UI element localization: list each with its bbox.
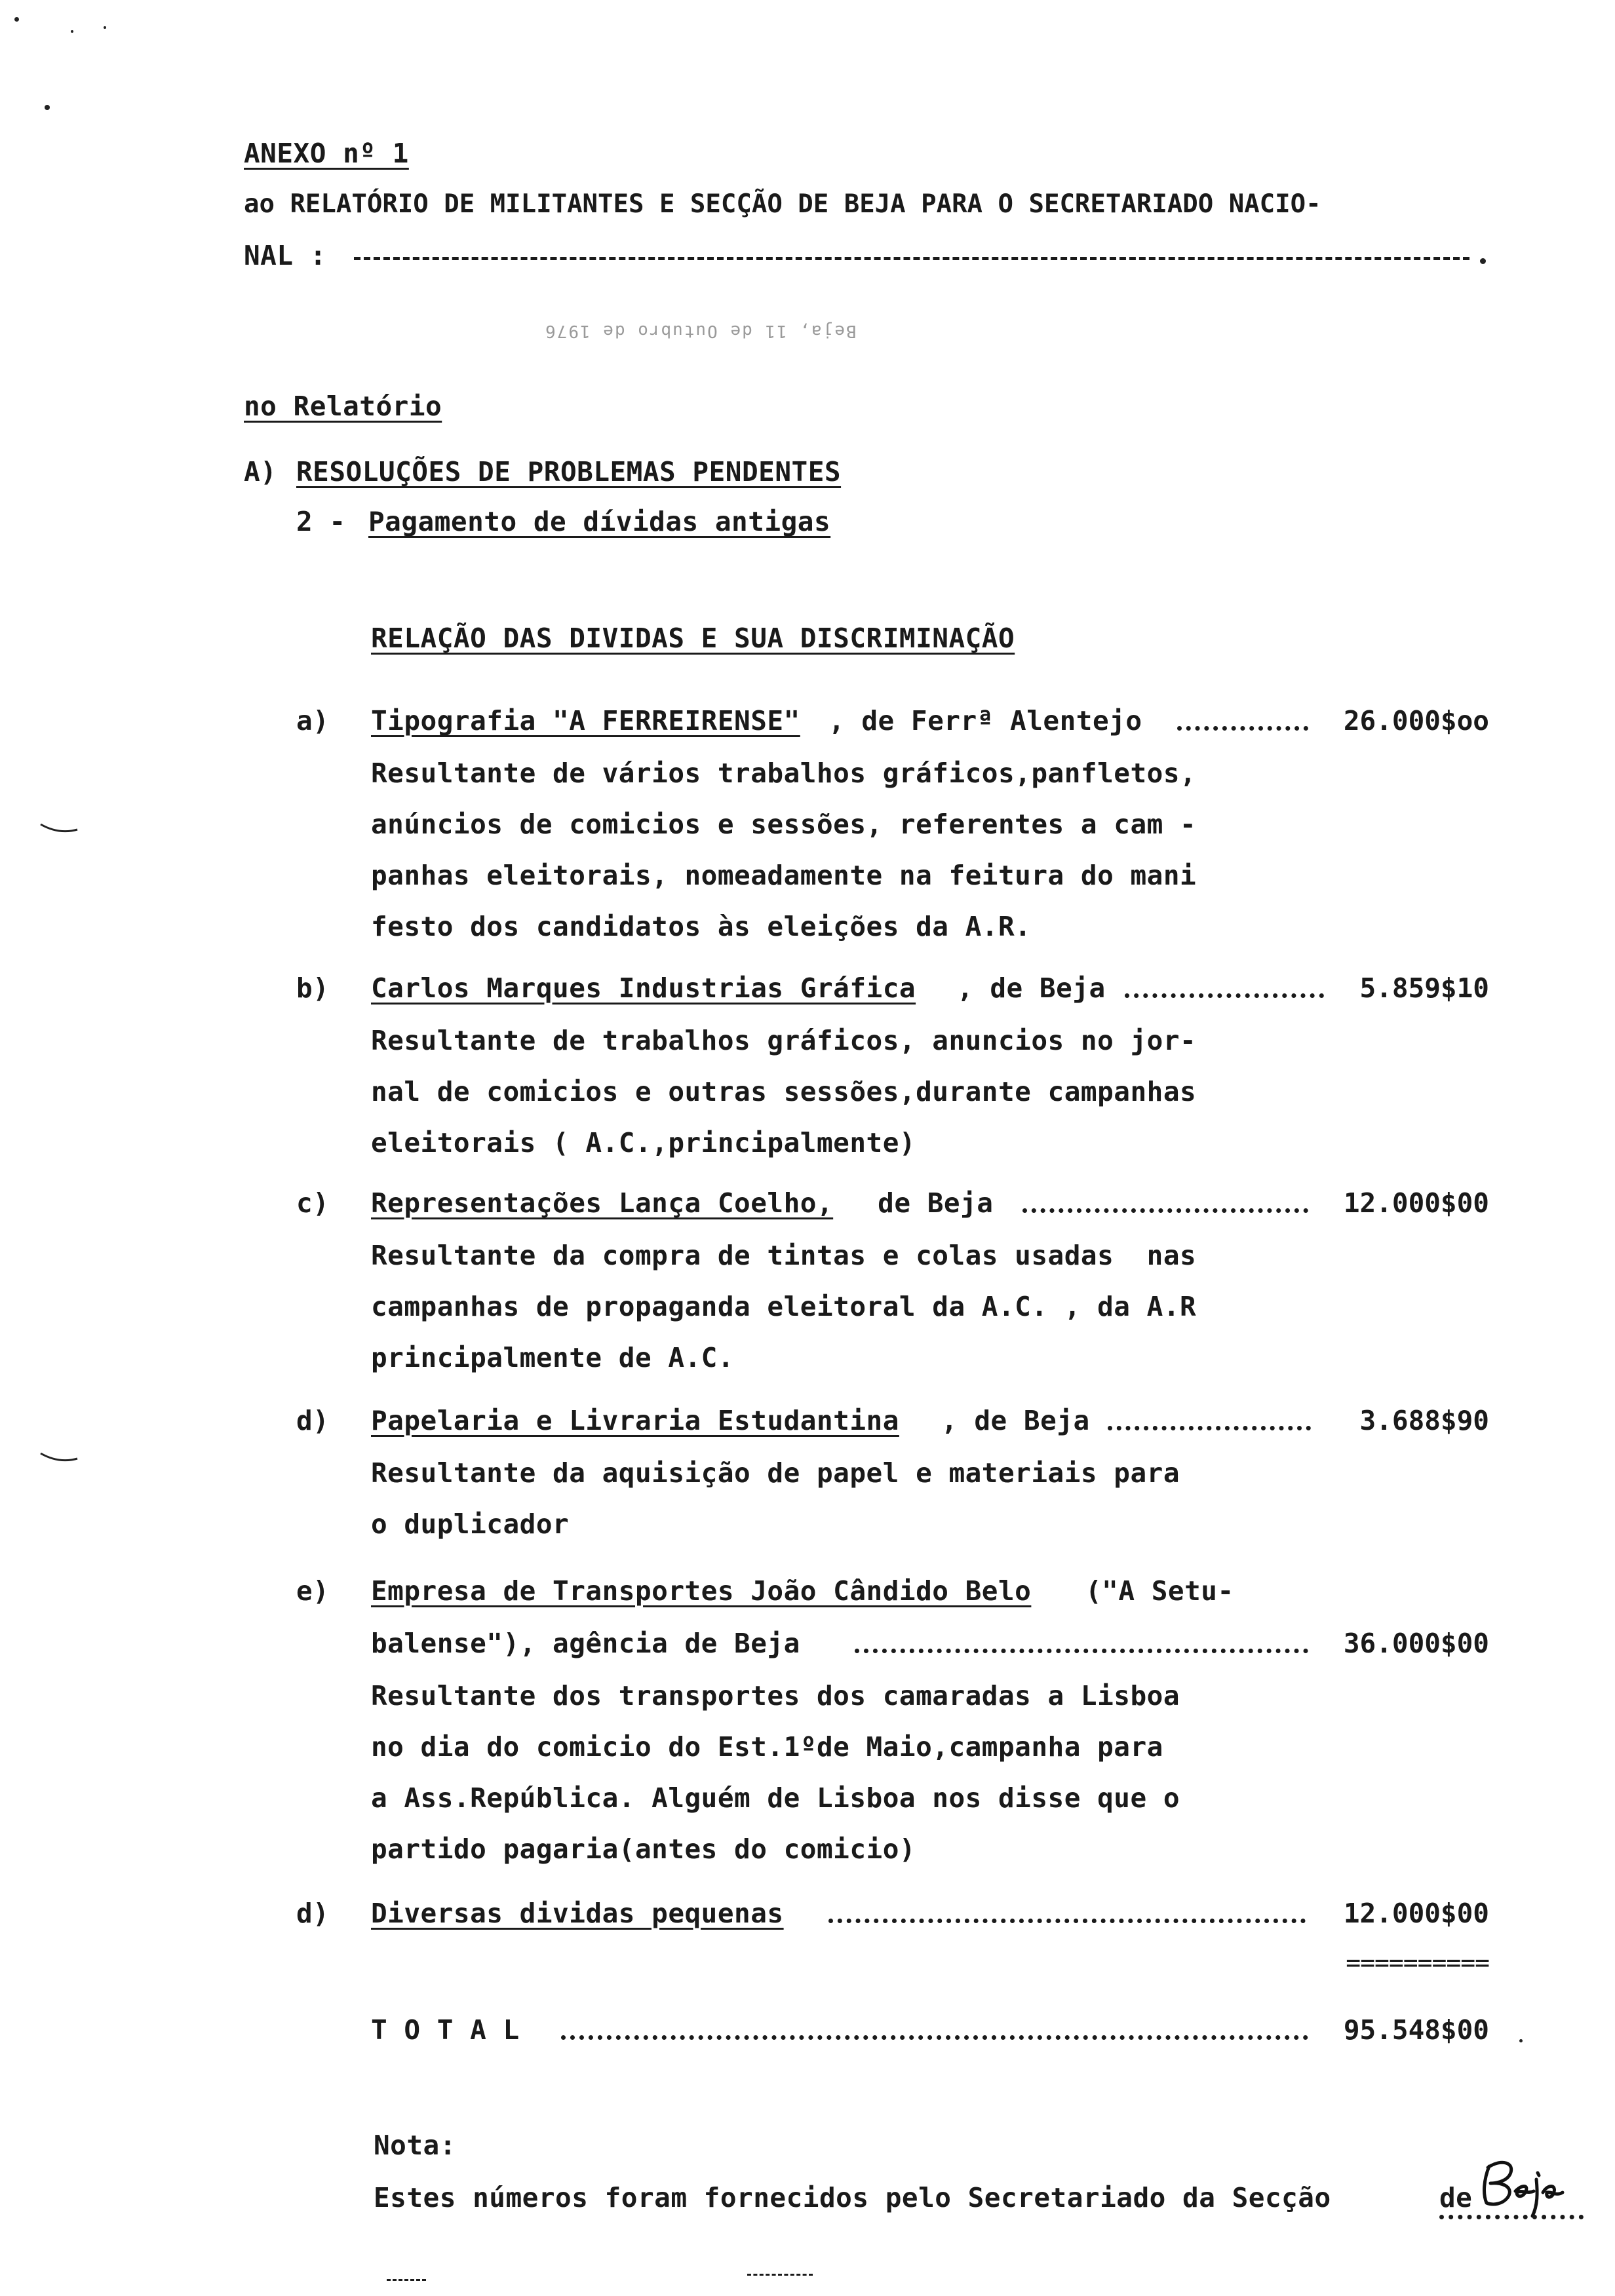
full-stop <box>1480 258 1486 264</box>
leader-dots <box>1125 993 1324 998</box>
debt-creditor: Representações Lança Coelho, <box>371 1187 834 1219</box>
debt-description-line: panhas eleitorais, nomeadamente na feitura do mani <box>371 860 1197 891</box>
debt-description-line: Resultante de trabalhos gráficos, anuncios no jor- <box>371 1025 1197 1056</box>
debt-amount: 3.688$90 <box>1359 1405 1489 1436</box>
report-reference: no Relatório <box>244 391 442 422</box>
speck-mark <box>104 26 106 29</box>
note-text: Estes números foram fornecidos pelo Secretariado da Secção <box>374 2182 1331 2213</box>
report-subtitle: ao RELATÓRIO DE MILITANTES E SECÇÃO DE BEJA PARA O SECRETARIADO NACIO- <box>244 189 1321 219</box>
total-label: T O T A L <box>371 2014 520 2046</box>
debt-description-line: festo dos candidatos às eleições da A.R. <box>371 911 1032 942</box>
debt-description-line: anúncios de comicios e sessões, referentes a cam - <box>371 809 1197 840</box>
debt-creditor: Diversas dividas pequenas <box>371 1898 784 1929</box>
debt-description-line: campanhas de propaganda eleitoral da A.C. , da A.R <box>371 1291 1197 1322</box>
leader-dots <box>561 2035 1308 2040</box>
margin-mark <box>39 819 79 839</box>
speck-mark <box>71 30 73 33</box>
debt-place: , de Beja <box>941 1405 1090 1436</box>
total-amount: 95.548$00 <box>1343 2014 1489 2046</box>
annex-title: ANEXO nº 1 <box>244 138 409 169</box>
leader-dots <box>855 1649 1308 1653</box>
debt-letter: d) <box>296 1405 330 1436</box>
debt-place: balense"), agência de Beja <box>371 1628 800 1659</box>
debt-description-line: Resultante de vários trabalhos gráficos,panfletos, <box>371 757 1197 789</box>
faint-stamp: Beja, 11 de Outubro de 1976 <box>544 321 857 341</box>
debt-amount: 36.000$00 <box>1343 1628 1489 1659</box>
debt-place: , de Beja <box>957 972 1106 1004</box>
speck-mark <box>45 105 50 110</box>
item-number: 2 - <box>296 506 346 537</box>
leader-dots <box>1108 1426 1311 1430</box>
debt-amount: 26.000$oo <box>1343 705 1489 737</box>
item-title: Pagamento de dívidas antigas <box>368 506 831 537</box>
note-text-tail: de <box>1439 2182 1473 2213</box>
dashed-rule <box>354 257 1469 260</box>
debt-list-title: RELAÇÃO DAS DIVIDAS E SUA DISCRIMINAÇÃO <box>371 622 1015 654</box>
debt-amount: 12.000$00 <box>1343 1898 1489 1929</box>
debt-description-line: eleitorais ( A.C.,principalmente) <box>371 1127 916 1158</box>
edge-smudge <box>387 2279 426 2281</box>
margin-mark <box>39 1448 79 1468</box>
speck-mark <box>1519 2039 1523 2042</box>
section-title: RESOLUÇÕES DE PROBLEMAS PENDENTES <box>296 456 842 488</box>
debt-letter: c) <box>296 1187 330 1219</box>
debt-creditor: Papelaria e Livraria Estudantina <box>371 1405 899 1436</box>
debt-creditor: Empresa de Transportes João Cândido Belo <box>371 1575 1032 1607</box>
debt-description-line: nal de comicios e outras sessões,durante campanhas <box>371 1076 1197 1107</box>
debt-description-line: no dia do comicio do Est.1ºde Maio,campanha para <box>371 1731 1163 1763</box>
note-label: Nota: <box>374 2130 456 2161</box>
debt-place: de Beja <box>861 1187 994 1219</box>
leader-dots <box>1177 726 1308 731</box>
signature-dots <box>1439 2215 1584 2219</box>
report-subtitle-end: NAL : <box>244 240 326 271</box>
debt-description-line: partido pagaria(antes do comicio) <box>371 1833 916 1865</box>
sum-separator: ========== <box>1346 1948 1489 1977</box>
handwritten-beja-signature <box>1475 2153 1566 2219</box>
debt-creditor: Tipografia "A FERREIRENSE" <box>371 705 800 737</box>
leader-dots <box>828 1919 1306 1923</box>
section-letter: A) <box>244 456 277 488</box>
debt-letter: d) <box>296 1898 330 1929</box>
speck-mark <box>14 17 19 22</box>
debt-description-line: Resultante da compra de tintas e colas usadas nas <box>371 1240 1197 1271</box>
debt-creditor: Carlos Marques Industrias Gráfica <box>371 972 916 1004</box>
debt-letter: b) <box>296 972 330 1004</box>
edge-smudge <box>747 2274 813 2276</box>
leader-dots <box>1022 1208 1308 1213</box>
debt-description-line: Resultante da aquisição de papel e materiais para <box>371 1457 1180 1489</box>
debt-amount: 12.000$00 <box>1343 1187 1489 1219</box>
debt-description-line: o duplicador <box>371 1508 570 1540</box>
debt-letter: a) <box>296 705 330 737</box>
debt-letter: e) <box>296 1575 330 1607</box>
debt-description-line: principalmente de A.C. <box>371 1342 735 1373</box>
debt-description-line: Resultante dos transportes dos camaradas a Lisboa <box>371 1680 1180 1712</box>
debt-place: , de Ferrª Alentejo <box>828 705 1142 737</box>
debt-amount: 5.859$10 <box>1359 972 1489 1004</box>
debt-description-line: a Ass.República. Alguém de Lisboa nos disse que o <box>371 1782 1180 1814</box>
debt-creditor-tail: ("A Setu- <box>1085 1575 1234 1607</box>
